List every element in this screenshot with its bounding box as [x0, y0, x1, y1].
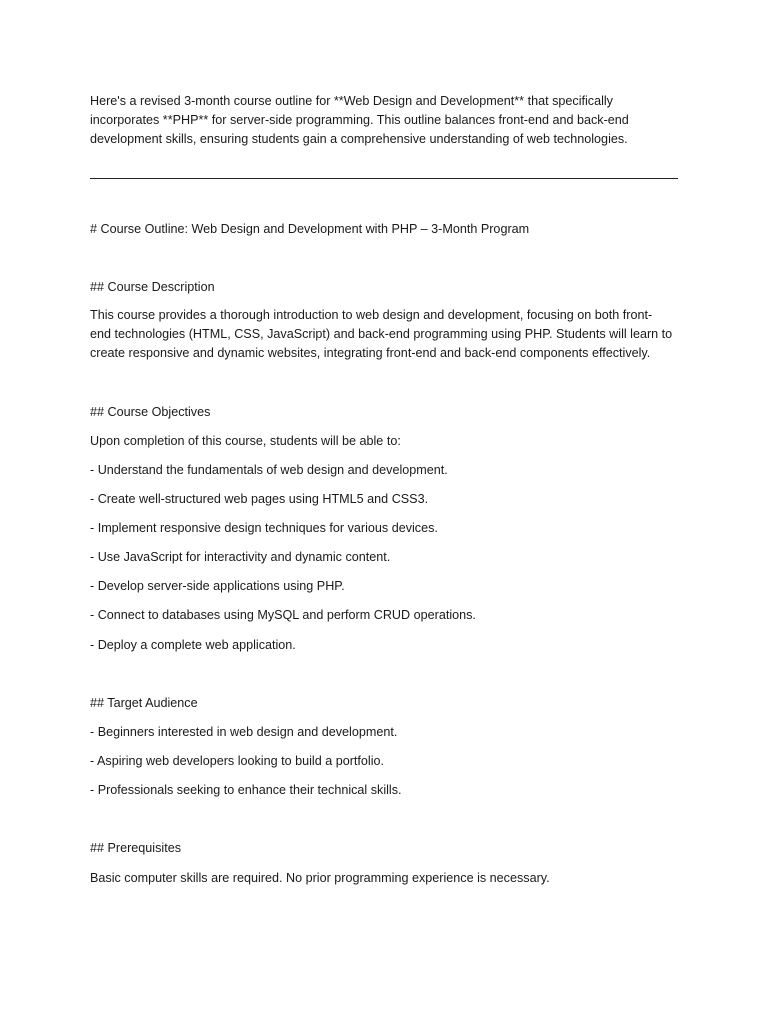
objective-item: - Implement responsive design techniques for various devices.	[90, 521, 438, 535]
objective-item: - Understand the fundamentals of web design and development.	[90, 463, 448, 477]
prerequisites-heading: ## Prerequisites	[90, 841, 182, 855]
audience-item: - Aspiring web developers looking to build a portfolio.	[90, 754, 385, 768]
objective-item: - Create well-structured web pages using HTML5 and CSS3.	[90, 492, 429, 506]
course-title: # Course Outline: Web Design and Development with PHP – 3-Month Program	[90, 222, 530, 236]
description-line: create responsive and dynamic websites, integrating front-end and back-end components effectively.	[90, 346, 651, 360]
prerequisites-text: Basic computer skills are required. No prior programming experience is necessary.	[90, 871, 550, 885]
objective-item: - Deploy a complete web application.	[90, 638, 296, 652]
objectives-heading: ## Course Objectives	[90, 405, 211, 419]
intro-line: Here's a revised 3-month course outline for **Web Design and Development** that specifically	[90, 94, 613, 108]
audience-item: - Beginners interested in web design and development.	[90, 725, 398, 739]
description-heading: ## Course Description	[90, 280, 215, 294]
description-line: end technologies (HTML, CSS, JavaScript) and back-end programming using PHP. Students will learn to	[90, 327, 673, 341]
objectives-lead: Upon completion of this course, students will be able to:	[90, 434, 401, 448]
objective-item: - Connect to databases using MySQL and perform CRUD operations.	[90, 608, 476, 622]
intro-line: incorporates **PHP** for server-side programming. This outline balances front-end and back-end	[90, 113, 629, 127]
audience-heading: ## Target Audience	[90, 696, 198, 710]
intro-line: development skills, ensuring students gain a comprehensive understanding of web technologies.	[90, 132, 628, 146]
horizontal-rule	[90, 178, 678, 179]
audience-item: - Professionals seeking to enhance their technical skills.	[90, 783, 402, 797]
objective-item: - Use JavaScript for interactivity and dynamic content.	[90, 550, 391, 564]
objective-item: - Develop server-side applications using PHP.	[90, 579, 345, 593]
description-line: This course provides a thorough introduction to web design and development, focusing on both front-	[90, 308, 653, 322]
